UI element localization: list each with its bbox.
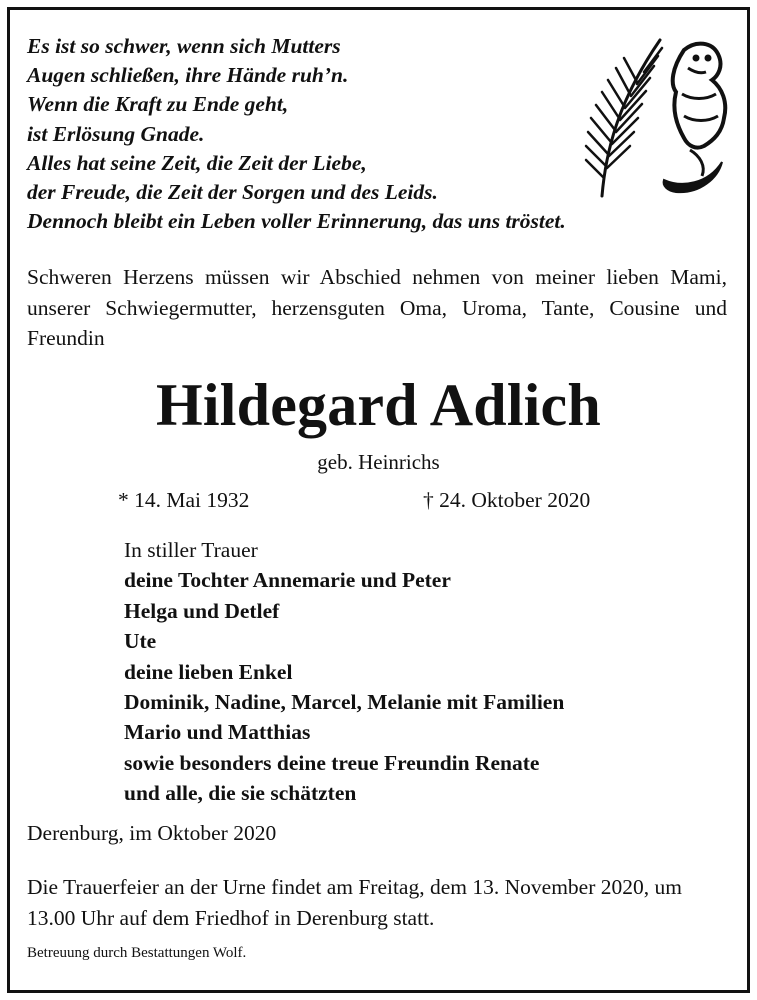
poem-line: Es ist so schwer, wenn sich Mutters — [27, 34, 341, 58]
mourner-line: deine lieben Enkel — [124, 659, 293, 684]
poem-line: Alles hat seine Zeit, die Zeit der Liebe, — [27, 150, 367, 175]
poem-line: Wenn die Kraft zu Ende geht, — [27, 92, 289, 117]
farewell-text: Schweren Herzens müssen wir Abschied nehmen von meiner lieben Mami, unserer Schwiegermutter, herzensguten Oma, Uroma, Tante, Cousine und Freundin — [27, 265, 727, 350]
poem-line: der Freude, die Zeit der Sorgen und des Leids. — [27, 180, 438, 205]
mourner-line: und alle, die sie schätzten — [124, 781, 357, 806]
mourners-list — [124, 535, 724, 809]
obituary-frame — [7, 7, 750, 993]
mourner-line: Helga und Detlef — [124, 598, 280, 623]
deceased-name: Hildegard Adlich — [156, 372, 601, 438]
funeral-home-credit: Betreuung durch Bestattungen Wolf. — [27, 945, 247, 961]
mourner-line: sowie besonders deine treue Freundin Renate — [124, 750, 540, 775]
poem-line: Augen schließen, ihre Hände ruh’n. — [27, 63, 349, 88]
palm-leaf-and-angel-icon — [572, 28, 732, 200]
death-date: † 24. Oktober 2020 — [423, 488, 591, 512]
birth-date: * 14. Mai 1932 — [118, 488, 250, 512]
mourner-line: Ute — [124, 629, 157, 654]
mourner-line: deine Tochter Annemarie und Peter — [124, 568, 451, 593]
poem-line: Dennoch bleibt ein Leben voller Erinnerung, das uns tröstet. — [27, 209, 566, 234]
poem-line: ist Erlösung Gnade. — [27, 121, 205, 146]
mourner-line: Mario und Matthias — [124, 720, 311, 745]
place-and-date: Derenburg, im Oktober 2020 — [27, 821, 277, 845]
maiden-name: geb. Heinrichs — [317, 450, 440, 474]
mourners-lead: In stiller Trauer — [124, 538, 258, 562]
mourner-line: Dominik, Nadine, Marcel, Melanie mit Familien — [124, 690, 565, 715]
funeral-service-info: Die Trauerfeier an der Urne findet am Freitag, dem 13. November 2020, um 13.00 Uhr auf dem Friedhof in Derenburg statt. — [27, 875, 682, 930]
